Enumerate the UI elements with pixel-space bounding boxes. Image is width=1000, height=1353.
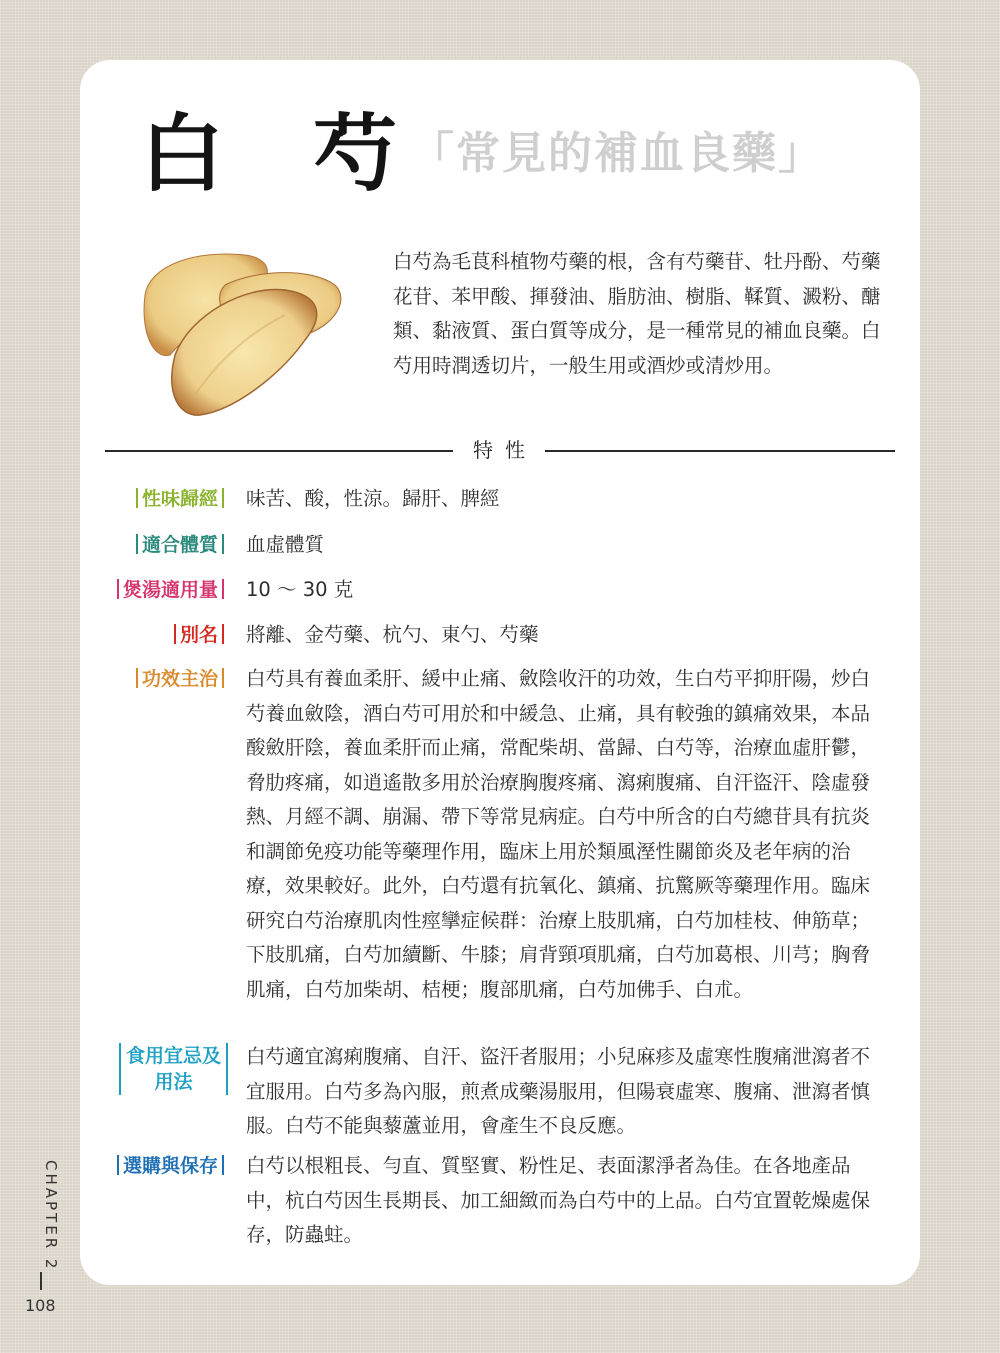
- property-value: 味苦、酸，性涼。歸肝、脾經: [246, 487, 500, 510]
- divider-right: [545, 450, 895, 452]
- property-label: 別名: [170, 618, 228, 653]
- property-value: 白芍適宜瀉痢腹痛、自汗、盜汗者服用；小兒麻疹及虛寒性腹痛泄瀉者不宜服用。白芍多為內服，煎煮成藥湯服用，但陽衰虛寒、腹痛、泄瀉者慎服。白芍不能與藜蘆並用，會產生不良反應。: [246, 1045, 871, 1137]
- chapter-label: CHAPTER 2: [42, 1160, 60, 1272]
- property-value: 10 ～ 30 克: [246, 578, 354, 601]
- property-label: 性味歸經: [132, 482, 228, 517]
- page-title: 白 芍: [140, 104, 428, 203]
- property-value: 將離、金芍藥、杭勺、東勺、芍藥: [246, 623, 539, 646]
- herb-photo: [135, 245, 350, 420]
- property-value: 白芍具有養血柔肝、緩中止痛、斂陰收汗的功效，生白芍平抑肝陽，炒白芍養血斂陰，酒白芍可用於和中緩急、止痛，具有較強的鎮痛效果，本品酸斂肝陰，養血柔肝而止痛，常配柴胡、當歸、白芍等，治療血虛肝鬱，脅肋疼痛，如逍遙散多用於治療胸腹疼痛、瀉痢腹痛、自汗盜汗、陰虛發熱、月經不調、崩漏、帶下等常見病症。白芍中所含的白芍總苷具有抗炎和調節免疫功能等藥理作用，臨床上用於類風溼性關節炎及老年病的治療，效果較好。此外，白芍還有抗氧化、鎮痛、抗驚厥等藥理作用。臨床研究白芍治療肌肉性痙攣症候群：治療上肢肌痛，白芍加桂枝、伸筋草；下肢肌痛，白芍加續斷、牛膝；肩背頸項肌痛，白芍加葛根、川芎；胸脅肌痛，白芍加柴胡、桔梗；腹部肌痛，白芍加佛手、白朮。: [246, 667, 871, 1001]
- property-label: 選購與保存: [113, 1149, 228, 1184]
- property-label: 煲湯適用量: [113, 573, 228, 608]
- property-value: 白芍以根粗長、勻直、質堅實、粉性足、表面潔淨者為佳。在各地產品中，杭白芍因生長期長、加工細緻而為白芍中的上品。白芍宜置乾燥處保存，防蟲蛀。: [246, 1154, 871, 1246]
- property-label: 適合體質: [132, 528, 228, 563]
- divider-left: [105, 450, 453, 452]
- section-heading: 特性: [473, 438, 537, 462]
- property-value: 血虛體質: [246, 533, 325, 556]
- intro-paragraph: 白芍為毛茛科植物芍藥的根，含有芍藥苷、牡丹酚、芍藥花苷、苯甲酸、揮發油、脂肪油、樹脂、鞣質、澱粉、醣類、黏液質、蛋白質等成分，是一種常見的補血良藥。白芍用時潤透切片，一般生用或酒炒或清炒用。: [393, 250, 881, 377]
- page-number: 108: [25, 1296, 56, 1315]
- property-label: 食用宜忌及 用法: [119, 1043, 228, 1095]
- property-label: 功效主治: [132, 662, 228, 697]
- side-rule: [40, 1272, 42, 1290]
- page-subtitle: 「常見的補血良藥」: [410, 128, 824, 179]
